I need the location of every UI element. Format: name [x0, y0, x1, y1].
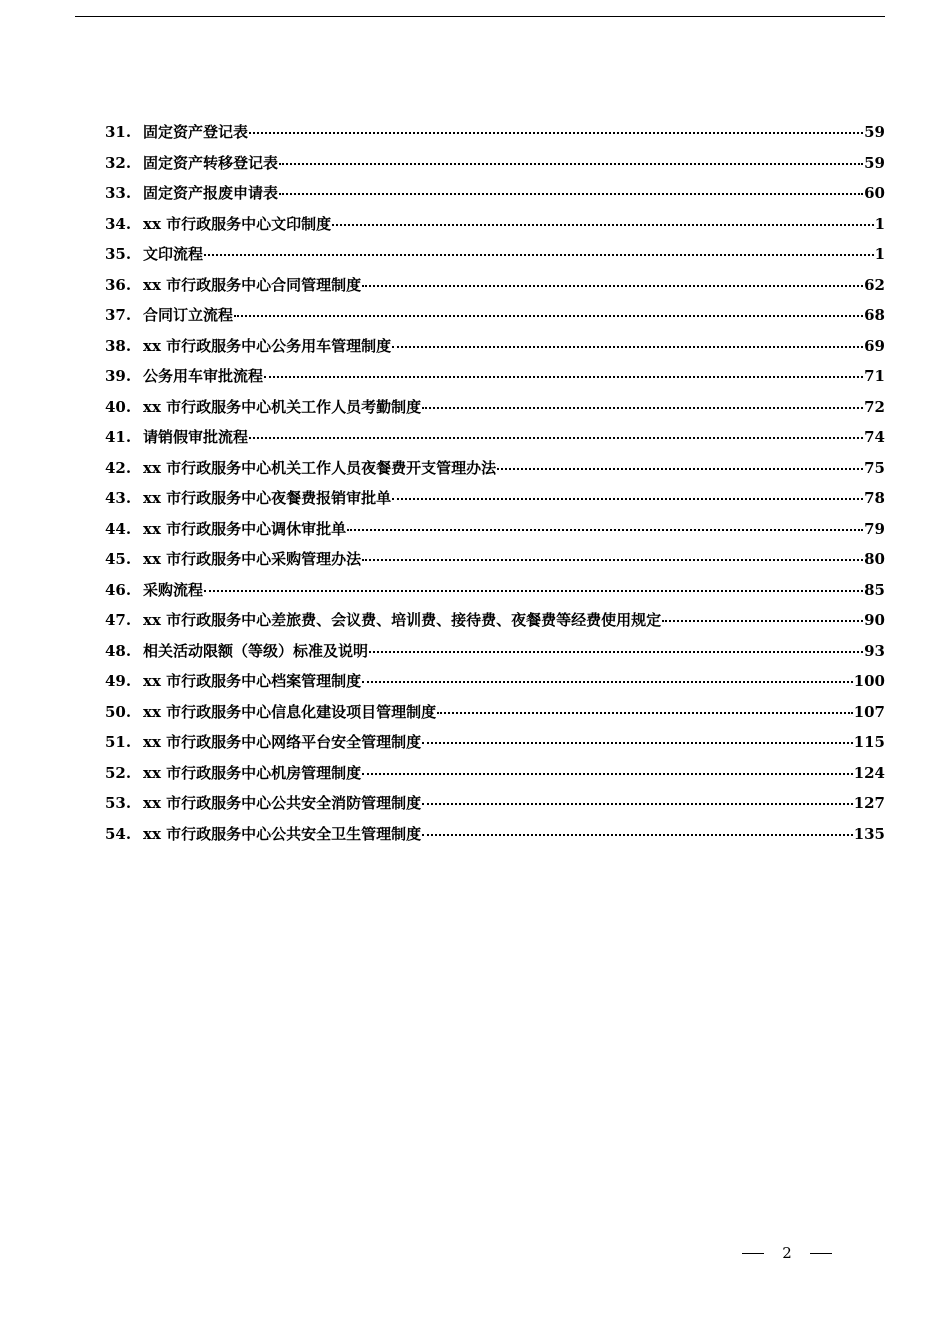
toc-entry-title: xx 市行政服务中心机房管理制度: [143, 763, 362, 782]
toc-entry[interactable]: [105, 213, 885, 244]
toc-entry[interactable]: [105, 579, 885, 610]
toc-entry-page: 107: [853, 702, 885, 721]
toc-entry-title: xx 市行政服务中心公务用车管理制度: [143, 336, 392, 355]
toc-entry-title: xx 市行政服务中心差旅费、会议费、培训费、接待费、夜餐费等经费使用规定: [143, 611, 662, 629]
toc-entry[interactable]: [105, 670, 885, 701]
toc-entry[interactable]: [105, 274, 885, 305]
toc-entry-title: xx 市行政服务中心信息化建设项目管理制度: [143, 702, 437, 721]
toc-entry-number: 33.: [105, 184, 132, 202]
toc-entry-number: 51.: [105, 733, 132, 751]
toc-entry-number: 41.: [105, 428, 132, 446]
toc-entry-page: 79: [864, 519, 885, 538]
toc-dot-leader: [369, 651, 863, 653]
toc-entry-page: 69: [864, 336, 885, 355]
toc-entry-number: 34.: [105, 214, 132, 233]
toc-entry-number: 52.: [105, 763, 132, 782]
toc-entry[interactable]: [105, 426, 885, 457]
page-number: 2: [782, 1244, 792, 1262]
toc-entry-page: 1: [874, 214, 885, 233]
toc-entry[interactable]: [105, 792, 885, 823]
toc-entry-page: 1: [874, 245, 885, 263]
toc-entry[interactable]: [105, 121, 885, 152]
toc-entry-number: 31.: [105, 123, 132, 141]
toc-entry-page: 74: [864, 428, 885, 446]
toc-entry-title: xx 市行政服务中心公共安全卫生管理制度: [143, 824, 422, 843]
toc-entry-title: 公务用车审批流程: [143, 367, 264, 385]
toc-dot-leader: [392, 498, 863, 500]
toc-entry-page: 85: [864, 580, 885, 599]
toc-entry-page: 115: [853, 733, 885, 751]
toc-entry[interactable]: [105, 609, 885, 640]
toc-entry-title: xx 市行政服务中心采购管理办法: [143, 550, 362, 568]
toc-entry[interactable]: [105, 365, 885, 396]
toc-entry[interactable]: [105, 182, 885, 213]
toc-entry-title: xx 市行政服务中心文印制度: [143, 214, 332, 233]
toc-entry-title: xx 市行政服务中心机关工作人员夜餐费开支管理办法: [143, 458, 497, 477]
toc-entry-title: xx 市行政服务中心机关工作人员考勤制度: [143, 397, 422, 416]
toc-entry-number: 49.: [105, 672, 132, 690]
toc-dot-leader: [332, 224, 873, 226]
toc-dot-leader: [437, 712, 853, 714]
footer-dash-right: [810, 1253, 832, 1254]
toc-entry-number: 54.: [105, 824, 132, 843]
toc-entry-number: 44.: [105, 519, 132, 538]
toc-entry-number: 32.: [105, 153, 132, 172]
toc-entry-number: 53.: [105, 794, 132, 812]
toc-entry-number: 38.: [105, 336, 132, 355]
toc-entry[interactable]: [105, 396, 885, 427]
toc-dot-leader: [234, 315, 863, 317]
toc-entry[interactable]: [105, 640, 885, 671]
footer-dash-left: [742, 1253, 764, 1254]
toc-entry-page: 59: [864, 153, 885, 172]
toc-entry-number: 39.: [105, 367, 132, 385]
toc-entry[interactable]: [105, 335, 885, 366]
toc-dot-leader: [362, 681, 853, 683]
toc-dot-leader: [204, 254, 874, 256]
toc-entry-number: 47.: [105, 611, 132, 629]
toc-dot-leader: [422, 407, 863, 409]
page-footer: [742, 1244, 832, 1262]
toc-entry-page: 68: [864, 306, 885, 324]
toc-entry-page: 124: [853, 763, 885, 782]
toc-entry-title: 请销假审批流程: [143, 428, 249, 446]
toc-entry-page: 62: [864, 275, 885, 294]
toc-entry-title: xx 市行政服务中心档案管理制度: [143, 672, 362, 690]
toc-entry-number: 46.: [105, 580, 132, 599]
toc-dot-leader: [264, 376, 863, 378]
toc-dot-leader: [347, 529, 863, 531]
toc-dot-leader: [422, 803, 853, 805]
toc-entry-title: 合同订立流程: [143, 306, 234, 324]
toc-entry-title: 采购流程: [143, 580, 204, 599]
toc-entry-title: 相关活动限额（等级）标准及说明: [143, 641, 369, 660]
toc-entry-page: 78: [864, 489, 885, 507]
toc-entry-number: 35.: [105, 245, 132, 263]
toc-entry-title: xx 市行政服务中心公共安全消防管理制度: [143, 794, 422, 812]
toc-dot-leader: [362, 559, 863, 561]
toc-entry[interactable]: [105, 518, 885, 549]
toc-entry-page: 100: [853, 672, 885, 690]
toc-entry-page: 72: [864, 397, 885, 416]
toc-entry[interactable]: [105, 548, 885, 579]
toc-entry[interactable]: [105, 304, 885, 335]
toc-entry-number: 37.: [105, 306, 132, 324]
toc-dot-leader: [279, 193, 863, 195]
toc-entry[interactable]: [105, 701, 885, 732]
toc-entry-number: 40.: [105, 397, 132, 416]
table-of-contents: [105, 121, 885, 853]
toc-entry-title: xx 市行政服务中心网络平台安全管理制度: [143, 733, 422, 751]
toc-entry[interactable]: [105, 457, 885, 488]
toc-entry-title: 文印流程: [143, 245, 204, 263]
toc-entry-page: 135: [853, 824, 885, 843]
toc-dot-leader: [662, 620, 863, 622]
toc-entry[interactable]: [105, 823, 885, 854]
toc-dot-leader: [422, 834, 853, 836]
toc-entry-number: 50.: [105, 702, 132, 721]
toc-dot-leader: [392, 346, 863, 348]
toc-entry-page: 93: [864, 641, 885, 660]
toc-entry-number: 48.: [105, 641, 132, 660]
toc-entry-title: 固定资产转移登记表: [143, 153, 279, 172]
toc-entry-number: 42.: [105, 458, 132, 477]
toc-dot-leader: [204, 590, 863, 592]
toc-entry[interactable]: [105, 152, 885, 183]
toc-entry[interactable]: [105, 731, 885, 762]
toc-entry-page: 60: [864, 184, 885, 202]
toc-entry-title: 固定资产登记表: [143, 123, 249, 141]
toc-dot-leader: [422, 742, 853, 744]
toc-entry-title: xx 市行政服务中心合同管理制度: [143, 275, 362, 294]
toc-entry[interactable]: [105, 762, 885, 793]
toc-dot-leader: [362, 285, 863, 287]
toc-entry[interactable]: [105, 487, 885, 518]
toc-entry-number: 45.: [105, 550, 132, 568]
toc-entry-page: 59: [864, 123, 885, 141]
toc-entry-page: 127: [853, 794, 885, 812]
toc-entry-page: 80: [864, 550, 885, 568]
toc-entry-number: 43.: [105, 489, 132, 507]
toc-entry-title: xx 市行政服务中心调休审批单: [143, 519, 347, 538]
toc-entry-page: 71: [864, 367, 885, 385]
toc-entry-title: xx 市行政服务中心夜餐费报销审批单: [143, 489, 392, 507]
toc-entry-page: 75: [864, 458, 885, 477]
toc-entry-number: 36.: [105, 275, 132, 294]
header-rule: [75, 16, 885, 17]
toc-entry[interactable]: [105, 243, 885, 274]
toc-dot-leader: [249, 132, 863, 134]
toc-entry-page: 90: [864, 611, 885, 629]
toc-dot-leader: [497, 468, 863, 470]
toc-entry-title: 固定资产报废申请表: [143, 184, 279, 202]
toc-dot-leader: [249, 437, 863, 439]
toc-dot-leader: [362, 773, 853, 775]
toc-dot-leader: [279, 163, 863, 165]
